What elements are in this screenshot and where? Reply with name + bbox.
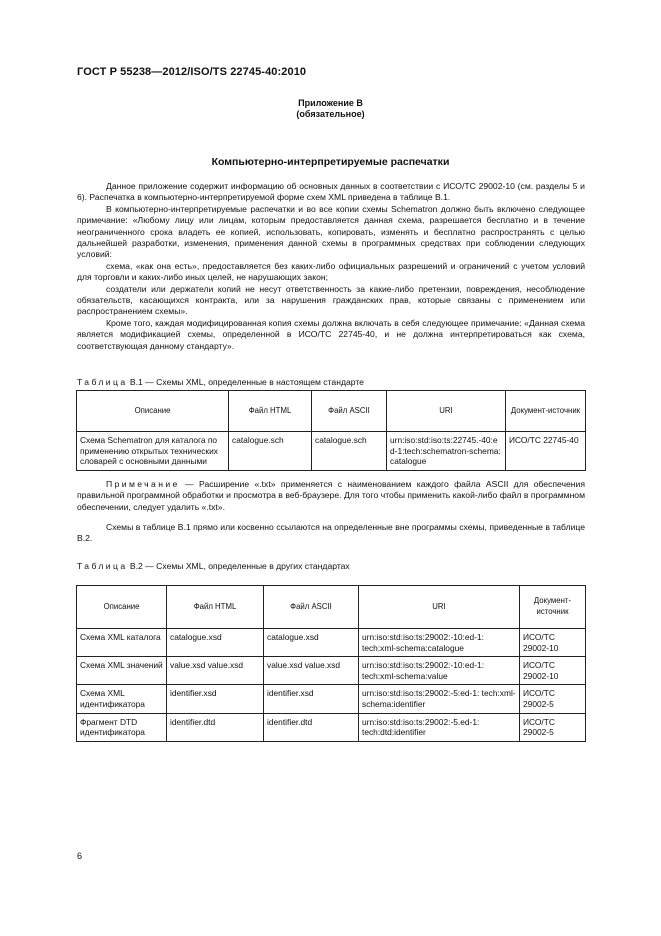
table-header-row — [77, 391, 586, 432]
appendix-status: (обязательное) — [296, 109, 365, 119]
table-cell: Схема Schematron для каталога по применению открытых технических словарей с основными данными — [77, 432, 229, 471]
appendix-label: Приложение В — [298, 98, 363, 108]
table-cell: urn:iso:std:iso:ts:22745.-40:ed-1:tech:schematron-schema:catalogue — [387, 432, 506, 471]
table-cell: ИСО/ТС 29002-5 — [520, 713, 586, 741]
table-caption-text: В.1 — Схемы XML, определенные в настоящем стандарте — [129, 377, 364, 387]
table2-caption — [77, 561, 350, 571]
paragraph: Кроме того, каждая модифицированная копия схемы должна включать в себя следующее примечание: «Данная схема является модификацией схемы, определенной в ИСО/ТС 22745-40, и не должна интерпретироваться как схема, соответствующая данному стандарту». — [77, 317, 585, 351]
table-cell: ИСО/ТС 29002-5 — [520, 685, 586, 713]
table-1 — [76, 390, 586, 471]
table-header-cell: Описание — [77, 391, 229, 432]
table-cell: catalogue.xsd — [264, 629, 359, 657]
paragraph: схема, «как она есть», предоставляется без каких-либо официальных разрешений и ограничений с учетом условий для торговли и каких-либо иных целей, не нарушающих закон; — [77, 260, 585, 283]
table-header-cell: URI — [387, 391, 506, 432]
table-cell: Схема XML значений — [77, 657, 167, 685]
table-row — [77, 629, 586, 657]
paragraph: Схемы в таблице В.1 прямо или косвенно ссылаются на определенные вне программы схемы, приведенные в таблице В.2. — [77, 522, 585, 544]
note-text: — Расширение «.txt» применяется с наименованием каждого файла ASCII для обеспечения правильной программной обработки и просмотра в веб-браузере. Для того чтобы применить какой-либо файл в программном обеспечении, следует удалить «.txt». — [77, 479, 585, 512]
table-cell: Схема XML каталога — [77, 629, 167, 657]
table-row — [77, 657, 586, 685]
table-row — [77, 685, 586, 713]
paragraph: В компьютерно-интерпретируемые распечатки и во все копии схемы Schematron должно быть включено следующее примечание: «Любому лицу или лицам, которым предоставляется данная схема, разрешается бесплатно и в течение неограниченного срока владеть ее копией, использовать, копировать, изменять и бесплатно распространять с целью дальнейшей разработки, изменения, применения данной схемы в программных средствах при соблюдении следующих условий: — [77, 203, 585, 260]
note-paragraph — [77, 479, 585, 513]
table-cell: catalogue.xsd — [167, 629, 264, 657]
table-header-row — [77, 586, 586, 629]
table-header-cell: Документ-источник — [506, 391, 586, 432]
table-header-cell: Файл ASCII — [312, 391, 387, 432]
table1-caption — [77, 377, 364, 387]
body-text-2 — [77, 522, 585, 545]
table-header-cell: Документ-источник — [520, 586, 586, 629]
table-cell: catalogue.sch — [312, 432, 387, 471]
table-cell: ИСО/ТС 29002-10 — [520, 657, 586, 685]
table-cell: identifier.xsd — [167, 685, 264, 713]
table-header-cell: URI — [359, 586, 520, 629]
table-cell: ИСО/ТС 22745-40 — [506, 432, 586, 471]
table-cell: urn:iso:std:iso:ts:29002:-5:ed-1: tech:xml-schema:identifier — [359, 685, 520, 713]
table-header-cell: Файл HTML — [229, 391, 312, 432]
table-caption-text: В.2 — Схемы XML, определенные в других стандартах — [129, 561, 350, 571]
page-number: 6 — [77, 851, 83, 861]
table-cell: identifier.xsd — [264, 685, 359, 713]
table-caption-word: Таблица — [77, 561, 128, 571]
table-cell: urn:iso:std:iso:ts:29002:-10:ed-1: tech:xml-schema:catalogue — [359, 629, 520, 657]
table-row — [77, 713, 586, 741]
table-row — [77, 432, 586, 471]
note-word: Примечание — [106, 479, 180, 489]
section-title: Компьютерно-интерпретируемые распечатки — [211, 156, 450, 168]
paragraph: создатели или держатели копий не несут ответственность за какие-либо претензии, повреждения, несоблюдение обязательств, касающихся контракта, или за нарушения гражданских прав, которые связаны с применением или распространением схемы». — [77, 283, 585, 317]
table-header-cell: Описание — [77, 586, 167, 629]
table-header-cell: Файл ASCII — [264, 586, 359, 629]
table-note — [77, 479, 585, 513]
table-header-cell: Файл HTML — [167, 586, 264, 629]
table-caption-word: Таблица — [77, 377, 128, 387]
table-cell: identifier.dtd — [264, 713, 359, 741]
document-header: ГОСТ Р 55238—2012/ISO/TS 22745-40:2010 — [77, 66, 307, 78]
table-cell: identifier.dtd — [167, 713, 264, 741]
table-cell: ИСО/ТС 29002-10 — [520, 629, 586, 657]
table-cell: urn:iso:std:iso:ts:29002:-10:ed-1: tech:xml-schema:value — [359, 657, 520, 685]
table-cell: urn:iso:std:iso:ts:29002:-5.ed-1: tech:dtd:identifier — [359, 713, 520, 741]
table-cell: catalogue.sch — [229, 432, 312, 471]
table-cell: Схема XML идентификатора — [77, 685, 167, 713]
table-2 — [76, 585, 586, 742]
table-cell: Фрагмент DTD идентификатора — [77, 713, 167, 741]
paragraph: Данное приложение содержит информацию об основных данных в соответствии с ИСО/ТС 29002-10 (см. разделы 5 и 6). Распечатка в компьютерно-интерпретируемой форме схем XML приведена в таблице В.1. — [77, 181, 585, 203]
body-text — [77, 181, 585, 352]
table-cell: value.xsd value.xsd — [264, 657, 359, 685]
table-cell: value.xsd value.xsd — [167, 657, 264, 685]
